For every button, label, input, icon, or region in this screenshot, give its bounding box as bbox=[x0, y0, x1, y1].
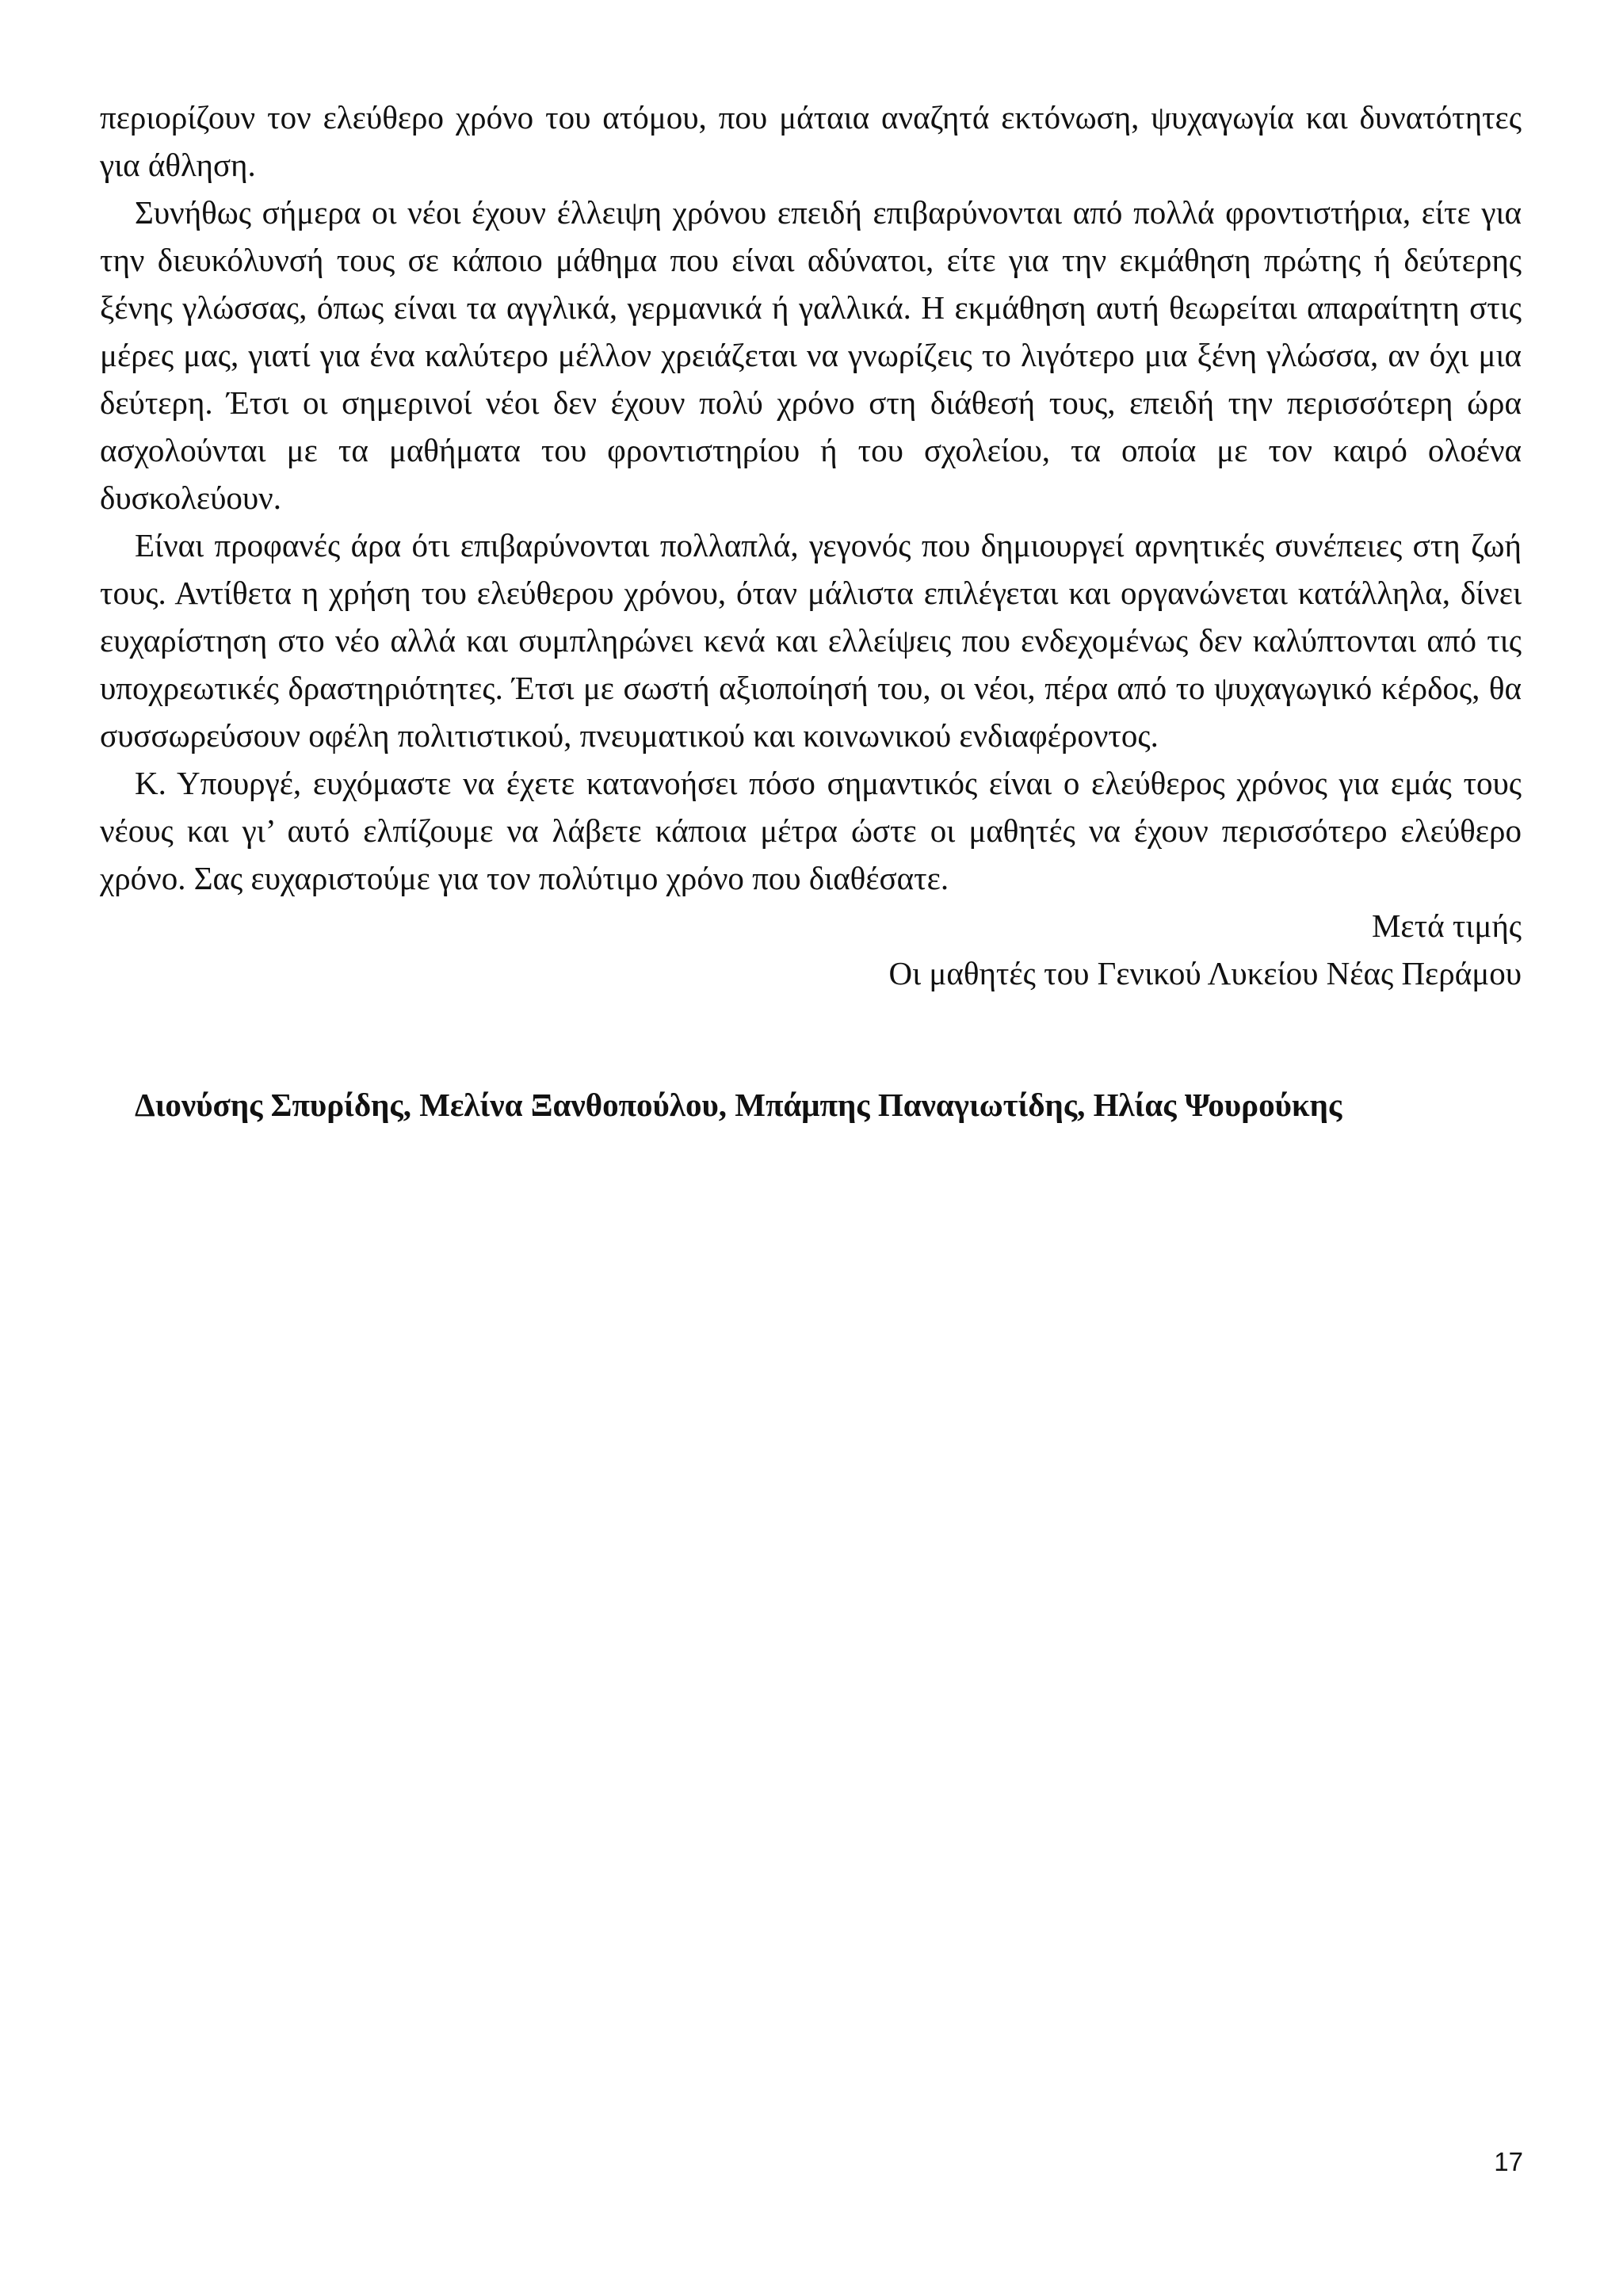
paragraph-free-time-benefits: Είναι προφανές άρα ότι επιβαρύνονται πολλαπλά, γεγονός που δημιουργεί αρνητικές συνέπειες στη ζωή τους. Αντίθετα η χρήση του ελεύθερου χρόνου, όταν μάλιστα επιλέγεται και οργανώνεται κατάλληλα, δίνει ευχαρίστηση στο νέο αλλά και συμπληρώνει κενά και ελλείψεις που ενδεχομένως δεν καλύπτονται από τις υποχρεωτικές δραστηριότητες. Έτσι με σωστή αξιοποίησή του, οι νέοι, πέρα από το ψυχαγωγικό κέρδος, θα συσσωρεύσουν οφέλη πολιτιστικού, πνευματικού και κοινωνικού ενδιαφέροντος. bbox=[100, 527, 1522, 754]
closing-salutation: Μετά τιμής bbox=[1371, 907, 1522, 944]
closing-signature: Οι μαθητές του Γενικού Λυκείου Νέας Περάμου bbox=[888, 955, 1522, 991]
paragraph-continuation: περιορίζουν τον ελεύθερο χρόνο του ατόμου, που μάταια αναζητά εκτόνωση, ψυχαγωγία και δυνατότητες για άθληση. bbox=[100, 99, 1522, 183]
body-text bbox=[100, 94, 1522, 1129]
paragraph-lack-of-time: Συνήθως σήμερα οι νέοι έχουν έλλειψη χρόνου επειδή επιβαρύνονται από πολλά φροντιστήρια, είτε για την διευκόλυνσή τους σε κάποιο μάθημα που είναι αδύνατοι, είτε για την εκμάθηση πρώτης ή δεύτερης ξένης γλώσσας, όπως είναι τα αγγλικά, γερμανικά ή γαλλικά. Η εκμάθηση αυτή θεωρείται απαραίτητη στις μέρες μας, γιατί για ένα καλύτερο μέλλον χρειάζεται να γνωρίζεις το λιγότερο μια ξένη γλώσσα, αν όχι μια δεύτερη. Έτσι οι σημερινοί νέοι δεν έχουν πολύ χρόνο στη διάθεσή τους, επειδή την περισσότερη ώρα ασχολούνται με τα μαθήματα του φροντιστηρίου ή του σχολείου, τα οποία με τον καιρό ολοένα δυσκολεύουν. bbox=[100, 194, 1522, 516]
paragraph-appeal-to-minister: Κ. Υπουργέ, ευχόμαστε να έχετε κατανοήσει πόσο σημαντικός είναι ο ελεύθερος χρόνος για εμάς τους νέους και γι’ αυτό ελπίζουμε να λάβετε κάποια μέτρα ώστε οι μαθητές να έχουν περισσότερο ελεύθερο χρόνο. Σας ευχαριστούμε για τον πολύτιμο χρόνο που διαθέσατε. bbox=[100, 765, 1522, 896]
author-names: Διονύσης Σπυρίδης, Μελίνα Ξανθοπούλου, Μπάμπης Παναγιωτίδης, Ηλίας Ψουρούκης bbox=[135, 1087, 1342, 1123]
page-number: 17 bbox=[1494, 2147, 1523, 2176]
